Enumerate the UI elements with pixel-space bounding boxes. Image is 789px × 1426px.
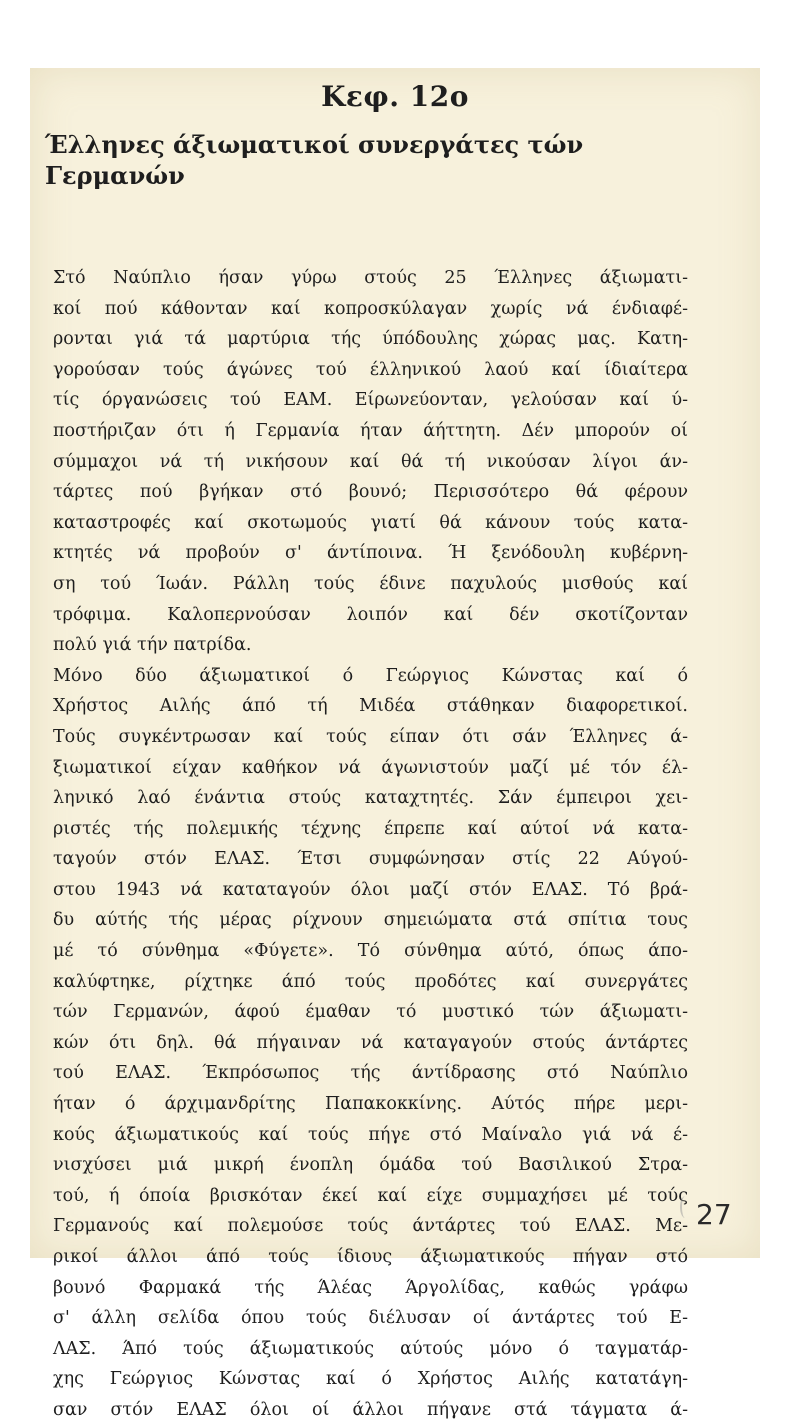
subtitle-line: Έλληνες άξιωματικοί συνεργάτες τών xyxy=(45,130,584,159)
body-line: δυ αύτής τής μέρας ρίχνουν σημειώματα στά σπίτια τους xyxy=(53,910,688,931)
body-line: τού ΕΛΑΣ. Έκπρόσωπος τής άντίδρασης στό Ναύπλιο xyxy=(53,1063,688,1084)
body-line: ταγούν στόν ΕΛΑΣ. Έτσι συμφώνησαν στίς 22 Αύγού- xyxy=(53,849,688,870)
body-line: χης Γεώργιος Κώνστας καί ό Χρήστος Αιλής κατατάγη- xyxy=(53,1369,688,1390)
body-line: ρικοί άλλοι άπό τούς ίδιους άξιωματικούς πήγαν στό xyxy=(53,1247,688,1267)
body-line: καταστροφές καί σκοτωμούς γιατί θά κάνουν τούς κατα- xyxy=(53,512,688,533)
body-line: τρόφιμα. Καλοπερνούσαν λοιπόν καί δέν σκοτίζονταν xyxy=(53,604,688,625)
body-line: Στό Ναύπλιο ήσαν γύρω στούς 25 Έλληνες άξιωματι- xyxy=(53,268,688,288)
body-line: γορούσαν τούς άγώνες τού έλληνικού λαού καί ίδιαίτερα xyxy=(53,359,688,380)
body-line: σύμμαχοι νά τή νικήσουν καί θά τή νικούσαν λίγοι άν- xyxy=(53,451,688,472)
body-line: τάρτες πού βγήκαν στό βουνό; Περισσότερο θά φέρουν xyxy=(53,482,688,503)
body-line: πολύ γιά τήν πατρίδα. xyxy=(53,635,252,656)
body-line: Τούς συγκέντρωσαν καί τούς είπαν ότι σάν Έλληνες ά- xyxy=(53,726,688,747)
chapter-heading: Κεφ. 12ο xyxy=(321,80,469,113)
body-line: ριστές τής πολεμικής τέχνης έπρεπε καί αύτοί νά κατα- xyxy=(53,818,688,839)
body-line: νισχύσει μιά μικρή ένοπλη όμάδα τού Βασιλικού Στρα- xyxy=(53,1155,688,1176)
subtitle-line: Γερμανών xyxy=(45,160,185,190)
body-line: μέ τό σύνθημα «Φύγετε». Τό σύνθημα αύτό, όπως άπο- xyxy=(53,941,688,962)
body-line: ληνικό λαό ένάντια στούς καταχτητές. Σάν έμπειροι χει- xyxy=(53,788,688,809)
body-line: τών Γερμανών, άφού έμαθαν τό μυστικό τών άξιωματι- xyxy=(53,1002,688,1023)
body-line: βουνό Φαρμακά τής Άλέας Άργολίδας, καθώς γράφω xyxy=(53,1277,688,1298)
body-line: ξιωματικοί είχαν καθήκον νά άγωνιστούν μαζί μέ τόν έλ- xyxy=(53,757,688,778)
body-line: καλύφτηκε, ρίχτηκε άπό τούς προδότες καί συνεργάτες xyxy=(53,971,688,992)
body-line: τίς όργανώσεις τού ΕΑΜ. Είρωνεύονταν, γελούσαν καί ύ- xyxy=(53,390,688,411)
body-line: σαν στόν ΕΛΑΣ όλοι οί άλλοι πήγανε στά τάγματα ά- xyxy=(53,1399,688,1420)
chapter-subtitle xyxy=(45,128,584,190)
scan-mark xyxy=(680,1196,690,1218)
body-line: κούς άξιωματικούς καί τούς πήγε στό Μαίναλο γιά νά έ- xyxy=(53,1124,688,1145)
book-page xyxy=(30,68,760,1420)
body-line: κών ότι δηλ. θά πήγαιναν νά καταγαγούν στούς άντάρτες xyxy=(53,1032,688,1053)
body-text xyxy=(53,263,688,1426)
body-line: ήταν ό άρχιμανδρίτης Παπακοκκίνης. Αύτός πήρε μερι- xyxy=(53,1094,688,1115)
body-line: Μόνο δύο άξιωματικοί ό Γεώργιος Κώνστας καί ό xyxy=(53,665,688,686)
body-line: κοί πού κάθονταν καί κοπροσκύλαγαν χωρίς νά ένδιαφέ- xyxy=(53,298,688,319)
page-number: 27 xyxy=(696,1198,732,1231)
body-line: ση τού Ίωάν. Ράλλη τούς έδινε παχυλούς μισθούς καί xyxy=(53,573,688,594)
body-line: κτητές νά προβούν σ' άντίποινα. Ή ξενόδουλη κυβέρνη- xyxy=(53,543,688,564)
body-line: σ' άλλη σελίδα όπου τούς διέλυσαν οί άντάρτες τού Ε- xyxy=(53,1308,688,1329)
body-line: Γερμανούς καί πολεμούσε τούς άντάρτες τού ΕΛΑΣ. Με- xyxy=(53,1216,688,1237)
body-line: τού, ή όποία βρισκόταν έκεί καί είχε συμμαχήσει μέ τούς xyxy=(53,1185,688,1206)
body-line: ρονται γιά τά μαρτύρια τής ύπόδουλης χώρας μας. Κατη- xyxy=(53,329,688,350)
body-line: ΛΑΣ. Άπό τούς άξιωματικούς αύτούς μόνο ό ταγματάρ- xyxy=(53,1338,688,1359)
body-line: στου 1943 νά καταταγούν όλοι μαζί στόν ΕΛΑΣ. Τό βρά- xyxy=(53,879,688,900)
body-line: Χρήστος Αιλής άπό τή Μιδέα στάθηκαν διαφορετικοί. xyxy=(53,696,688,717)
body-line: ποστήριζαν ότι ή Γερμανία ήταν άήττητη. Δέν μπορούν οί xyxy=(53,420,688,441)
